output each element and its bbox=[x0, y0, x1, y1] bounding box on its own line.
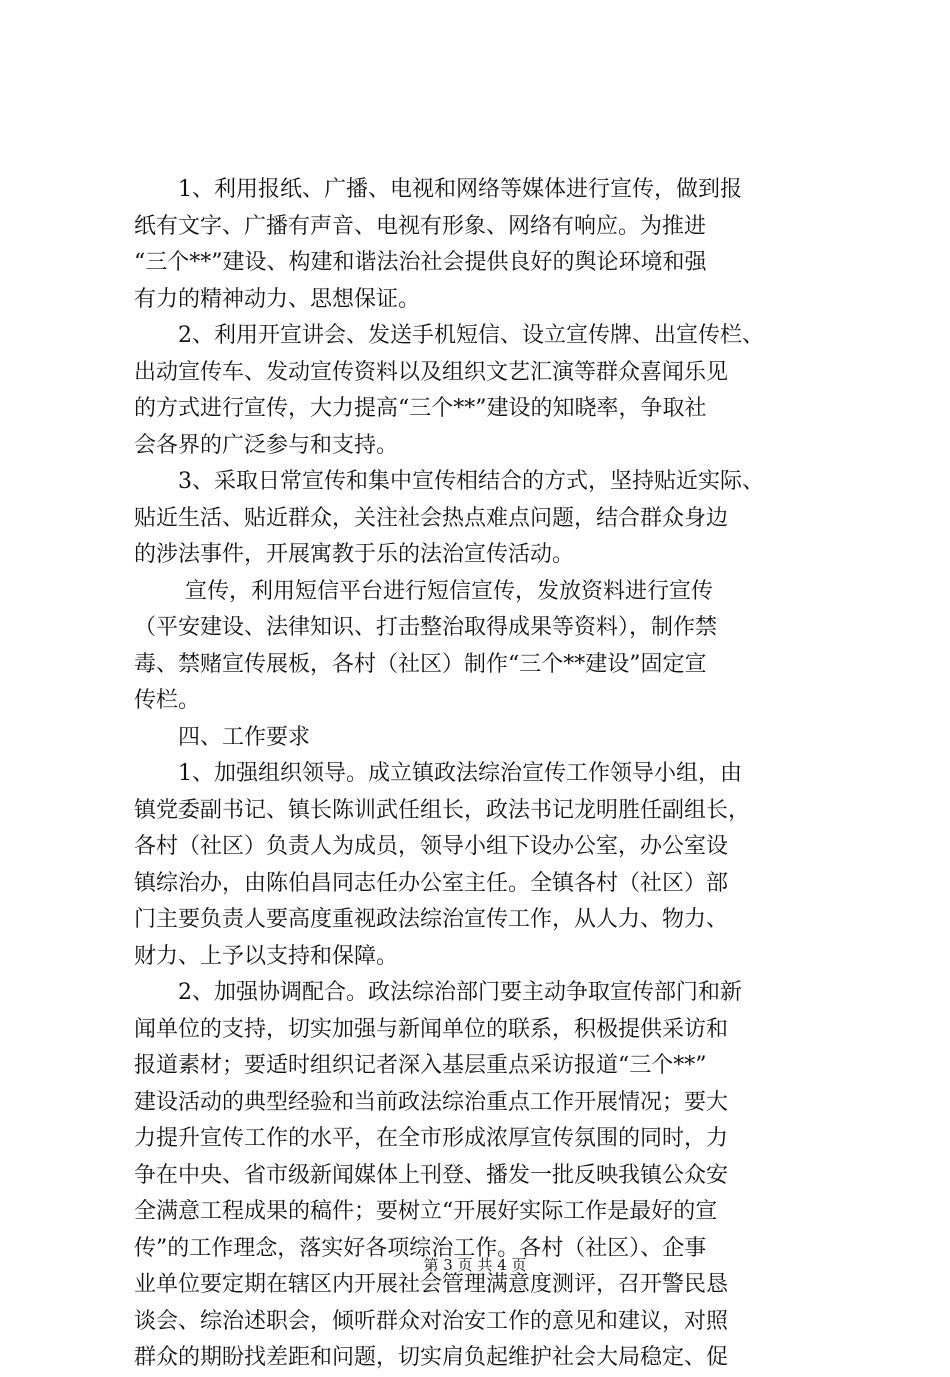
section-heading: 四、工作要求 bbox=[134, 724, 311, 750]
text-line: 镇综治办，由陈伯昌同志任办公室主任。全镇各村（社区）部 bbox=[134, 870, 729, 896]
text-line: 各村（社区）负责人为成员，领导小组下设办公室，办公室设 bbox=[134, 834, 729, 859]
text-line: 力提升宣传工作的水平，在全市形成浓厚宣传氛围的同时，力 bbox=[134, 1126, 729, 1151]
text-line: 谈会、综治述职会，倾听群众对治安工作的意见和建议，对照 bbox=[134, 1308, 729, 1334]
text-line: 业单位要定期在辖区内开展社会管理满意度测评，召开警民恳 bbox=[134, 1272, 729, 1297]
page-number-footer: 第 3 页 共 4 页 bbox=[423, 1256, 527, 1274]
text-line: 的方式进行宣传，大力提高“三个**”建设的知晓率，争取社 bbox=[134, 396, 707, 421]
text-line: 镇党委副书记、镇长陈训武任组长，政法书记龙明胜任副组长， bbox=[134, 797, 751, 823]
text-line: 群众的期盼找差距和问题，切实肩负起维护社会大局稳定、促 bbox=[134, 1345, 729, 1370]
text-line: “三个**”建设、构建和谐法治社会提供良好的舆论环境和强 bbox=[134, 250, 707, 275]
text-line: 有力的精神动力、思想保证。 bbox=[134, 286, 421, 312]
text-line: 门主要负责人要高度重视政法综治宣传工作，从人力、物力、 bbox=[134, 907, 729, 932]
text-line: 纸有文字、广播有声音、电视有形象、网络有响应。为推进 bbox=[134, 213, 707, 239]
text-line: 毒、禁赌宣传展板，各村（社区）制作“三个**建设”固定宣 bbox=[134, 651, 707, 677]
text-line: 会各界的广泛参与和支持。 bbox=[134, 432, 399, 458]
text-line: 全满意工程成果的稿件；要树立“开展好实际工作是最好的宣 bbox=[134, 1199, 718, 1224]
text-line: 3、采取日常宣传和集中宣传相结合的方式，坚持贴近实际、 bbox=[134, 469, 764, 494]
text-line: 传栏。 bbox=[134, 688, 201, 713]
text-line: 2、利用开宣讲会、发送手机短信、设立宣传牌、出宣传栏、 bbox=[134, 323, 764, 348]
text-line: 争在中央、省市级新闻媒体上刊登、播发一批反映我镇公众安 bbox=[134, 1162, 729, 1188]
text-line: 1、加强组织领导。成立镇政法综治宣传工作领导小组，由 bbox=[134, 761, 742, 786]
text-line: 宣传，利用短信平台进行短信宣传，发放资料进行宣传 bbox=[134, 578, 713, 604]
document-body bbox=[134, 172, 824, 1377]
text-line: 的涉法事件，开展寓教于乐的法治宣传活动。 bbox=[134, 542, 575, 567]
text-line: 闻单位的支持，切实加强与新闻单位的联系，积极提供采访和 bbox=[134, 1016, 729, 1042]
text-line: 财力、上予以支持和保障。 bbox=[134, 943, 399, 969]
text-line: 贴近生活、贴近群众，关注社会热点难点问题，结合群众身边 bbox=[134, 505, 729, 531]
text-line: （平安建设、法律知识、打击整治取得成果等资料），制作禁 bbox=[134, 615, 718, 640]
text-line: 传”的工作理念，落实好各项综治工作。各村（社区）、企事 bbox=[134, 1235, 707, 1261]
text-line: 建设活动的典型经验和当前政法综治重点工作开展情况；要大 bbox=[134, 1089, 729, 1115]
text-line: 2、加强协调配合。政法综治部门要主动争取宣传部门和新 bbox=[134, 980, 742, 1005]
text-line: 出动宣传车、发动宣传资料以及组织文艺汇演等群众喜闻乐见 bbox=[134, 359, 729, 385]
text-line: 报道素材；要适时组织记者深入基层重点采访报道“三个**” bbox=[134, 1053, 707, 1078]
text-line: 1、利用报纸、广播、电视和网络等媒体进行宣传，做到报 bbox=[134, 177, 742, 202]
